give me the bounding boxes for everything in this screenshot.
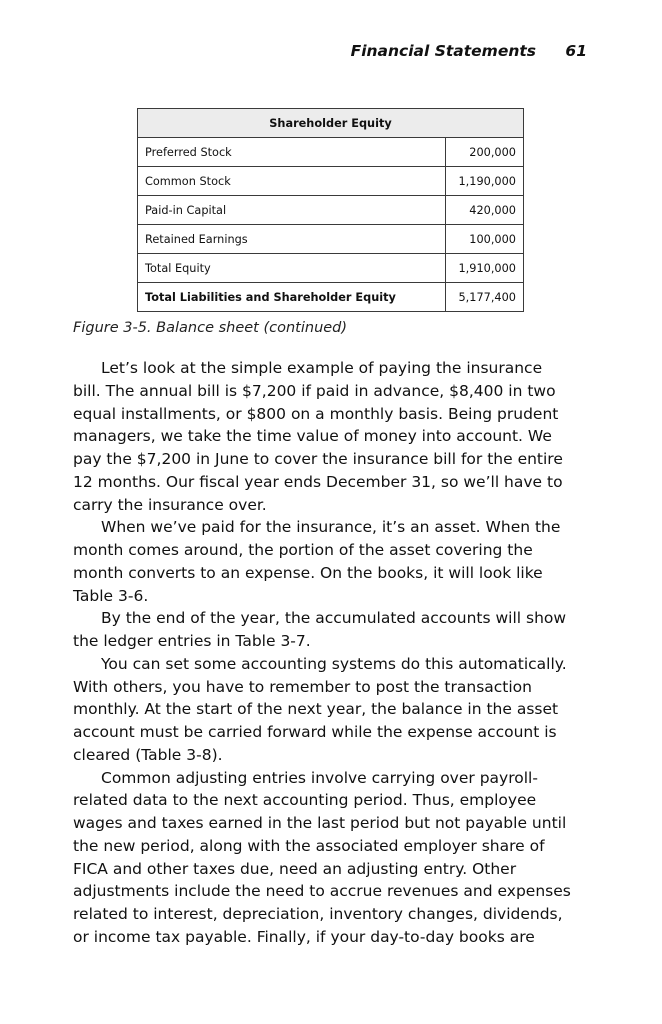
body-line: month converts to an expense. On the books, it will look like [73,563,543,582]
body-line: account must be carried forward while the expense account is [73,723,557,741]
body-line: monthly. At the start of the next year, the balance in the asset [73,700,559,719]
body-line: Common adjusting entries involve carrying over payroll- [101,768,538,787]
body-line: the new period, along with the associated employer share of [73,836,545,855]
body-line: FICA and other taxes due, need an adjusting entry. Other [73,859,517,878]
row-label: Common Stock [138,167,446,196]
shareholder-equity-table [137,108,524,312]
table-row [138,138,524,167]
row-label: Retained Earnings [138,225,446,254]
body-line: By the end of the year, the accumulated accounts will show [101,609,567,628]
body-line: related to interest, depreciation, inventory changes, dividends, [73,905,563,923]
table-title: Shareholder Equity [138,109,524,138]
body-line: month comes around, the portion of the asset covering the [73,541,533,559]
row-value: 1,910,000 [446,254,524,283]
body-line: Table 3-6. [73,586,149,605]
body-line: Let’s look at the simple example of paying the insurance [101,359,543,377]
body-line: wages and taxes earned in the last period but not payable until [73,814,567,832]
running-head-title: Financial Statements [350,42,537,60]
row-label: Total Liabilities and Shareholder Equity [138,283,446,312]
row-label: Paid-in Capital [138,196,446,225]
table-row [138,225,524,254]
body-line: the ledger entries in Table 3-7. [73,632,311,650]
row-value: 5,177,400 [446,283,524,312]
row-value: 100,000 [446,225,524,254]
table-row [138,167,524,196]
body-line: carry the insurance over. [73,495,267,514]
body-text [73,357,593,949]
table-row [138,196,524,225]
body-line: pay the $7,200 in June to cover the insurance bill for the entire [73,450,563,468]
page-number: 61 [565,42,587,60]
table-row [138,254,524,283]
table-header-row [138,109,524,138]
row-value: 200,000 [446,138,524,167]
running-head [351,42,587,60]
body-line: cleared (Table 3-8). [73,745,223,764]
body-line: 12 months. Our fiscal year ends December 31, so we’ll have to [73,472,563,491]
body-line: You can set some accounting systems do this automatically. [101,654,567,673]
body-line: bill. The annual bill is $7,200 if paid in advance, $8,400 in two [73,381,556,400]
body-line: When we’ve paid for the insurance, it’s an asset. When the [101,518,561,537]
row-label: Preferred Stock [138,138,446,167]
row-value: 420,000 [446,196,524,225]
body-line: With others, you have to remember to post the transaction [73,677,532,696]
table-total-row [138,283,524,312]
body-line: related data to the next accounting period. Thus, employee [73,791,537,810]
row-label: Total Equity [138,254,446,283]
figure-caption: Figure 3-5. Balance sheet (continued) [73,320,348,336]
body-line: managers, we take the time value of money into account. We [73,427,552,446]
row-value: 1,190,000 [446,167,524,196]
body-line: adjustments include the need to accrue revenues and expenses [73,882,571,901]
body-line: equal installments, or $800 on a monthly basis. Being prudent [73,404,559,423]
body-line: or income tax payable. Finally, if your day-to-day books are [73,927,535,946]
